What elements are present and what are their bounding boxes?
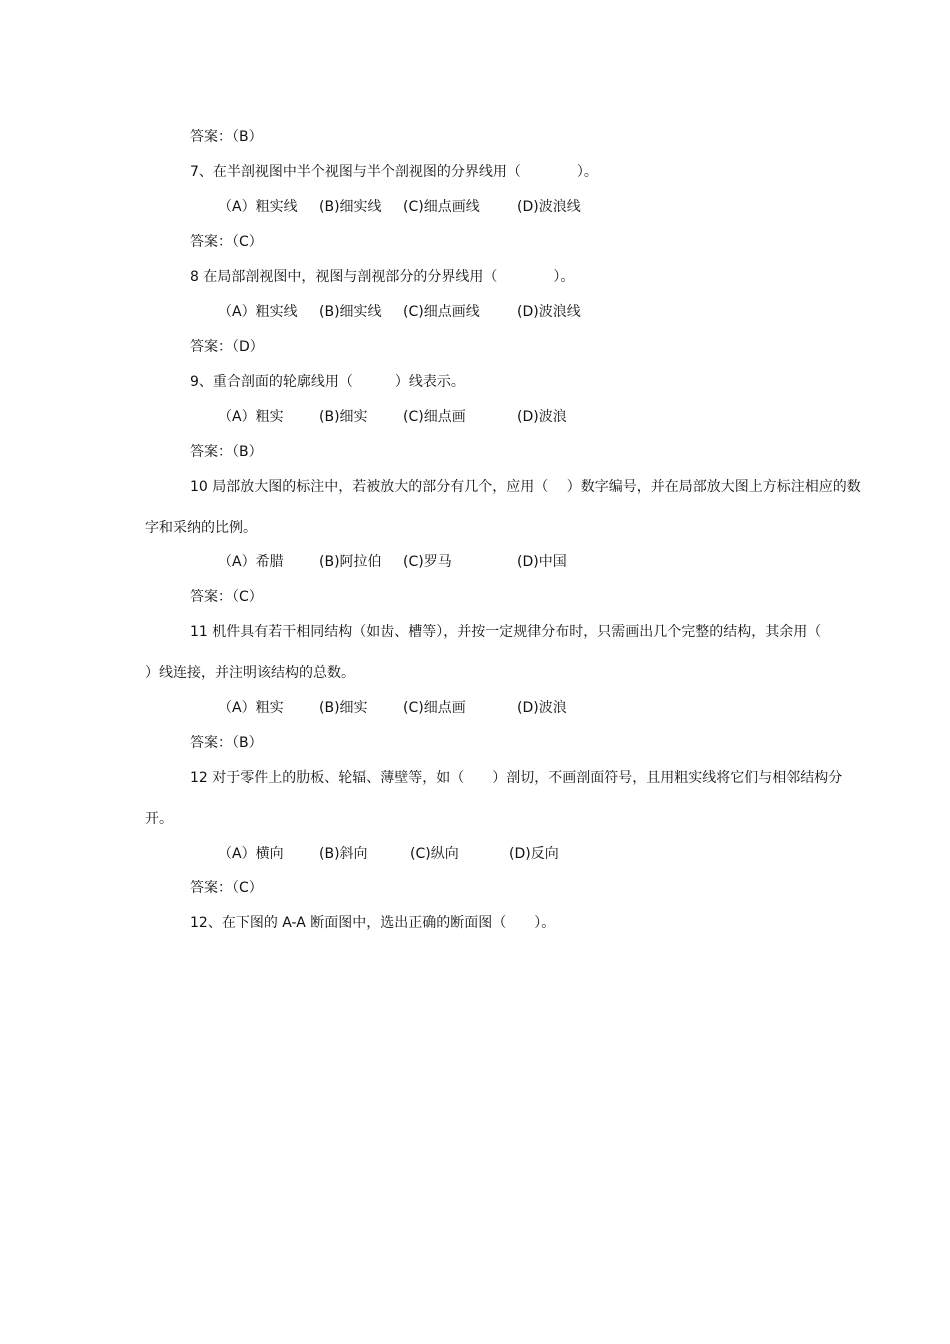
option-c: (C)细点画线	[403, 199, 480, 215]
answer-11: 答案：（B）	[190, 735, 263, 751]
option-d: (D)波浪	[517, 409, 567, 425]
question-7: 7、在半剖视图中半个视图与半个剖视图的分界线用（ ）。	[190, 164, 598, 180]
question-12b: 12、在下图的 A-A 断面图中，选出正确的断面图（ ）。	[190, 915, 556, 931]
question-10-line-1: 10 局部放大图的标注中，若被放大的部分有几个，应用（ ）数字编号，并在局部放大图上方标注相应的数	[190, 479, 861, 495]
option-b: (B)斜向	[319, 846, 368, 862]
option-b: (B)阿拉伯	[319, 554, 382, 570]
option-d: (D)反向	[509, 846, 559, 862]
option-a: （A）粗实	[218, 409, 284, 425]
question-12-line-2: 开。	[145, 811, 173, 827]
answer-8: 答案：（D）	[190, 339, 264, 355]
option-c: (C)细点画	[403, 700, 466, 716]
question-12-line-1: 12 对于零件上的肋板、轮辐、薄壁等，如（ ）剖切，不画剖面符号，且用粗实线将它们与相邻结构分	[190, 770, 843, 786]
answer-12: 答案：（C）	[190, 880, 263, 896]
option-b: (B)细实线	[319, 304, 382, 320]
option-b: (B)细实	[319, 409, 368, 425]
option-b: (B)细实	[319, 700, 368, 716]
option-d: (D)中国	[517, 554, 567, 570]
question-9: 9、重合剖面的轮廓线用（ ）线表示。	[190, 374, 465, 390]
question-11-line-1: 11 机件具有若干相同结构（如齿、槽等），并按一定规律分布时，只需画出几个完整的结构，其余用（	[190, 624, 822, 640]
option-a: （A）希腊	[218, 554, 284, 570]
option-c: (C)纵向	[410, 846, 459, 862]
answer-9: 答案：（B）	[190, 444, 263, 460]
option-d: (D)波浪线	[517, 304, 581, 320]
option-a: （A）粗实	[218, 700, 284, 716]
option-c: (C)细点画	[403, 409, 466, 425]
option-a: （A）粗实线	[218, 304, 298, 320]
question-10-line-2: 字和采纳的比例。	[145, 520, 257, 536]
question-11-line-2: ）线连接，并注明该结构的总数。	[145, 665, 355, 681]
answer-6: 答案：（B）	[190, 129, 263, 145]
option-a: （A）粗实线	[218, 199, 298, 215]
option-d: (D)波浪	[517, 700, 567, 716]
option-c: (C)细点画线	[403, 304, 480, 320]
option-b: (B)细实线	[319, 199, 382, 215]
option-a: （A）横向	[218, 846, 284, 862]
answer-7: 答案：（C）	[190, 234, 263, 250]
question-8: 8 在局部剖视图中，视图与剖视部分的分界线用（ ）。	[190, 269, 575, 285]
answer-10: 答案：（C）	[190, 589, 263, 605]
option-d: (D)波浪线	[517, 199, 581, 215]
option-c: (C)罗马	[403, 554, 452, 570]
